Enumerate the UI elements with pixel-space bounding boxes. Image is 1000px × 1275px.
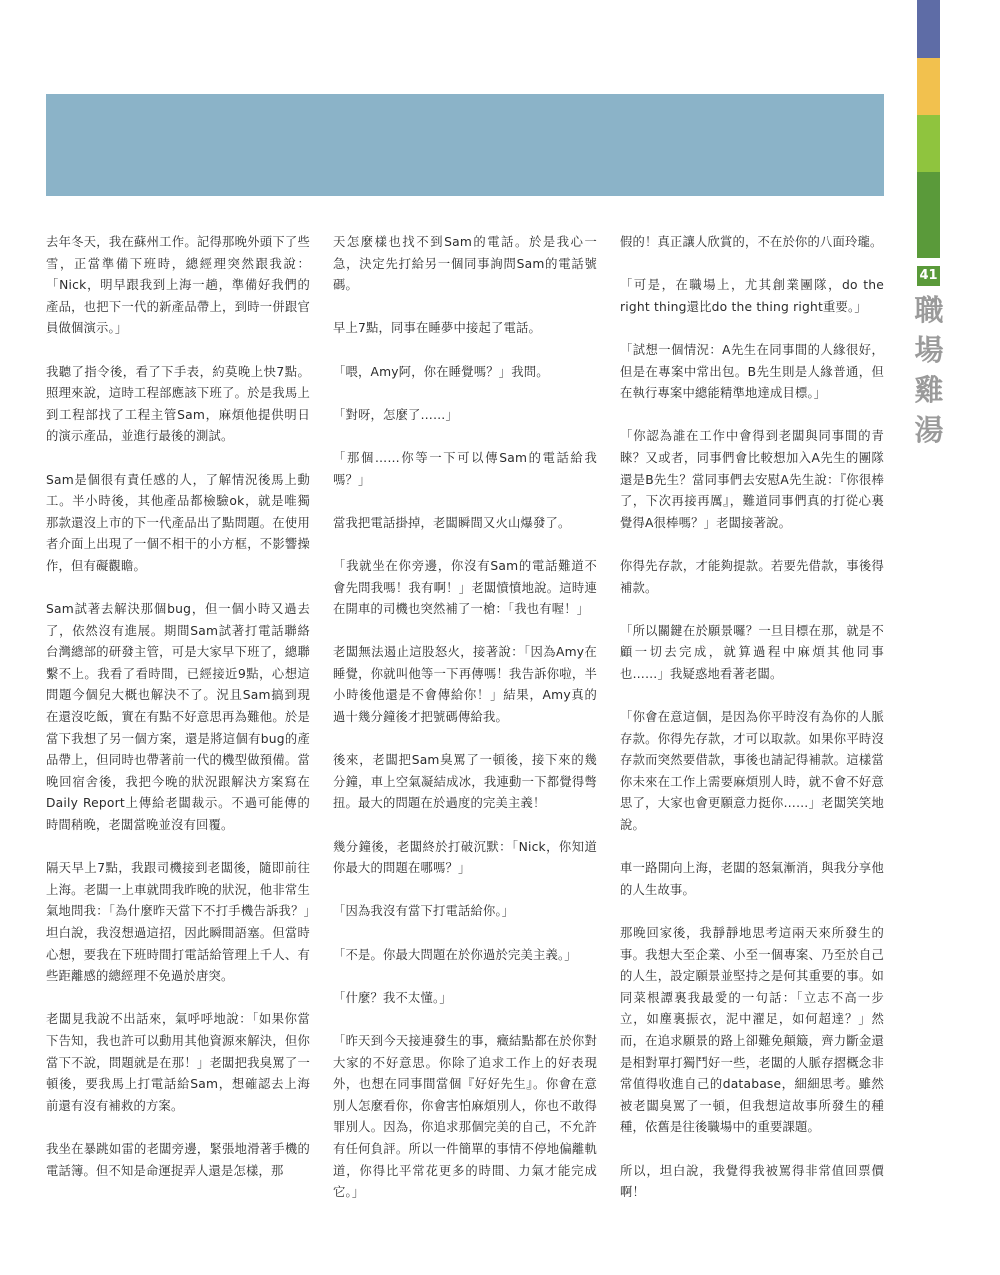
page-number: 41 [917,266,940,286]
section-title-char: 雞 [914,373,944,407]
paragraph: 「我就坐在你旁邊，你沒有Sam的電話難道不會先問我嗎！我有啊！」老闆憤憤地說。這時連在開車的司機也突然補了一槍：「我也有喔！」 [333,558,597,617]
paragraph: 車一路開向上海，老闆的怒氣漸消，與我分享他的人生故事。 [620,861,884,897]
paragraph: 「那個……你等一下可以傳Sam的電話給我嗎？」 [333,450,597,487]
paragraph: 後來，老闆把Sam臭罵了一頓後，接下來的幾分鐘，車上空氣凝結成冰，我連動一下都覺得彆扭。最大的問題在於過度的完美主義！ [333,753,597,811]
section-title [912,290,946,450]
paragraph: 所以，坦白說，我覺得我被罵得非常值回票價啊！ [620,1163,884,1200]
text-column-1 [46,232,310,1204]
paragraph: 「什麼？我不太懂。」 [333,990,452,1005]
paragraph: 「昨天到今天接連發生的事，癥結點都在於你對大家的不好意思。你除了追求工作上的好表現外，也想在同事間當個『好好先生』。你會在意別人怎麼看你，你會害怕麻煩別人，你也不敢得罪別人。因為，你追求那個完美的自己，不允許有任何負評。所以一件簡單的事情不停地偏離軌道，你得比平常花更多的時間、力氣才能完成它。」 [333,1033,597,1200]
section-title-char: 場 [914,333,944,367]
paragraph: 隔天早上7點，我跟司機接到老闆後，隨即前往上海。老闆一上車就問我昨晚的狀況，他非常生氣地問我：「為什麼昨天當下不打手機告訴我？」坦白說，我沒想過這招，因此瞬間語塞。但當時心想，要我在下班時間打電話給管理上千人、有些距離感的總經理不免過於唐突。 [46,861,310,984]
paragraph: 我坐在暴跳如雷的老闆旁邊，緊張地滑著手機的電話簿。但不知是命運捉弄人還是怎樣，那 [46,1141,310,1178]
header-banner [46,94,884,196]
paragraph: 「可是，在職場上，尤其創業團隊，do the right thing還比do the thing right重要。」 [620,278,884,314]
color-tab-light-green [917,115,940,172]
text-column-3 [620,232,884,1225]
section-title-char: 職 [914,293,944,327]
paragraph: 早上7點，同事在睡夢中接起了電話。 [333,321,541,336]
color-tab-blue [917,0,940,58]
color-tab-yellow [917,58,940,115]
paragraph: 「你認為誰在工作中會得到老闆與同事間的青睞？又或者，同事們會比較想加入A先生的團隊還是B先生？當同事們去安慰A先生說：『你很棒了，下次再接再厲』，難道同事們真的打從心裏覺得A很棒嗎？」老闆接著說。 [620,429,884,530]
paragraph: Sam是個很有責任感的人，了解情況後馬上動工。半小時後，其他產品都檢驗ok，就是唯獨那款還沒上市的下一代產品出了點問題。在使用者介面上出現了一個不相干的小方框，不影響操作，但有礙觀瞻。 [46,472,310,573]
paragraph: 「喂，Amy阿，你在睡覺嗎？」我問。 [333,364,549,379]
paragraph: 「所以關鍵在於願景囉？一旦目標在那，就是不顧一切去完成，就算過程中麻煩其他同事也……」我疑惑地看著老闆。 [620,623,884,681]
paragraph: 那晚回家後，我靜靜地思考這兩天來所發生的事。我想大至企業、小至一個專案、乃至於自己的人生，設定願景並堅持之是何其重要的事。如同菜根譚裏我最愛的一句話：「立志不高一步立，如塵裏振衣，泥中濯足，如何超達？」然而，在追求願景的路上卻難免顛簸，齊力斷金還是相對單打獨鬥好一些，老闆的人脈存摺概念非常值得收進自己的database，細細思考。雖然被老闆臭罵了一頓，但我想這故事所發生的種種，依舊是往後職場中的重要課題。 [620,926,884,1135]
paragraph: 老闆見我說不出話來，氣呼呼地說：「如果你當下告知，我也許可以動用其他資源來解決，但你當下不說，問題就是在那！」老闆把我臭罵了一頓後，要我馬上打電話給Sam，想確認去上海前還有沒有補救的方案。 [46,1012,310,1113]
paragraph: 「試想一個情況：A先生在同事間的人緣很好，但是在專案中常出包。B先生則是人緣普通，但在執行專案中總能精準地達成目標。」 [620,342,884,401]
paragraph: 「對呀，怎麼了……」 [333,407,458,422]
paragraph: 幾分鐘後，老闆終於打破沉默：「Nick，你知道你最大的問題在哪嗎？」 [333,839,597,876]
paragraph: 假的！真正讓人欣賞的，不在於你的八面玲瓏。 [620,235,883,249]
paragraph: 「因為我沒有當下打電話給你。」 [333,904,515,919]
paragraph: 我聽了指令後，看了下手表，約莫晚上快7點。照理來說，這時工程部應該下班了。於是我馬上到工程部找了工程主管Sam，麻煩他提供明日的演示產品，並進行最後的測試。 [46,364,310,444]
text-column-2 [333,232,597,1225]
paragraph: 天怎麼樣也找不到Sam的電話。於是我心一急，決定先打給另一個同事詢問Sam的電話號碼。 [333,235,597,293]
paragraph: 「你會在意這個，是因為你平時沒有為你的人脈存款。你得先存款，才可以取款。如果你平時沒存款而突然要借款，事後也請記得補款。這樣當你未來在工作上需要麻煩別人時，就不會不好意思了，大家也會更願意力挺你……」老闆笑笑地說。 [620,710,884,833]
paragraph: 你得先存款，才能夠提款。若要先借款，事後得補款。 [620,558,884,595]
paragraph: 去年冬天，我在蘇州工作。記得那晚外頭下了些雪，正當準備下班時，總經理突然跟我說：「Nick，明早跟我到上海一趟，準備好我們的產品，也把下一代的新產品帶上，到時一併跟官員做個演示。」 [46,235,310,336]
paragraph: 「不是。你最大問題在於你過於完美主義。」 [333,947,577,962]
section-title-char: 湯 [914,413,944,447]
color-tab-dark-green [917,172,940,258]
paragraph: 當我把電話掛掉，老闆瞬間又火山爆發了。 [333,515,571,530]
paragraph: 老闆無法遏止這股怒火，接著說：「因為Amy在睡覺，你就叫他等一下再傳嗎！我告訴你啦，半小時後他還是不會傳給你！」結果，Amy真的過十幾分鐘後才把號碼傳給我。 [333,645,597,725]
paragraph: Sam試著去解決那個bug，但一個小時又過去了，依然沒有進展。期間Sam試著打電話聯絡台灣總部的研發主管，可是大家早下班了，總聯繫不上。我看了看時間，已經接近9點，心想這問題今個兒大概也解決不了。況且Sam搞到現在還沒吃飯，實在有點不好意思再為難他。於是當下我想了另一個方案，還是將這個有bug的產品帶上，但同時也帶著前一代的機型做預備。當晚回宿舍後，我把今晚的狀況跟解決方案寫在Daily Report上傳給老闆裁示。不過可能傳的時間稍晚，老闆當晚並沒有回覆。 [46,602,310,833]
